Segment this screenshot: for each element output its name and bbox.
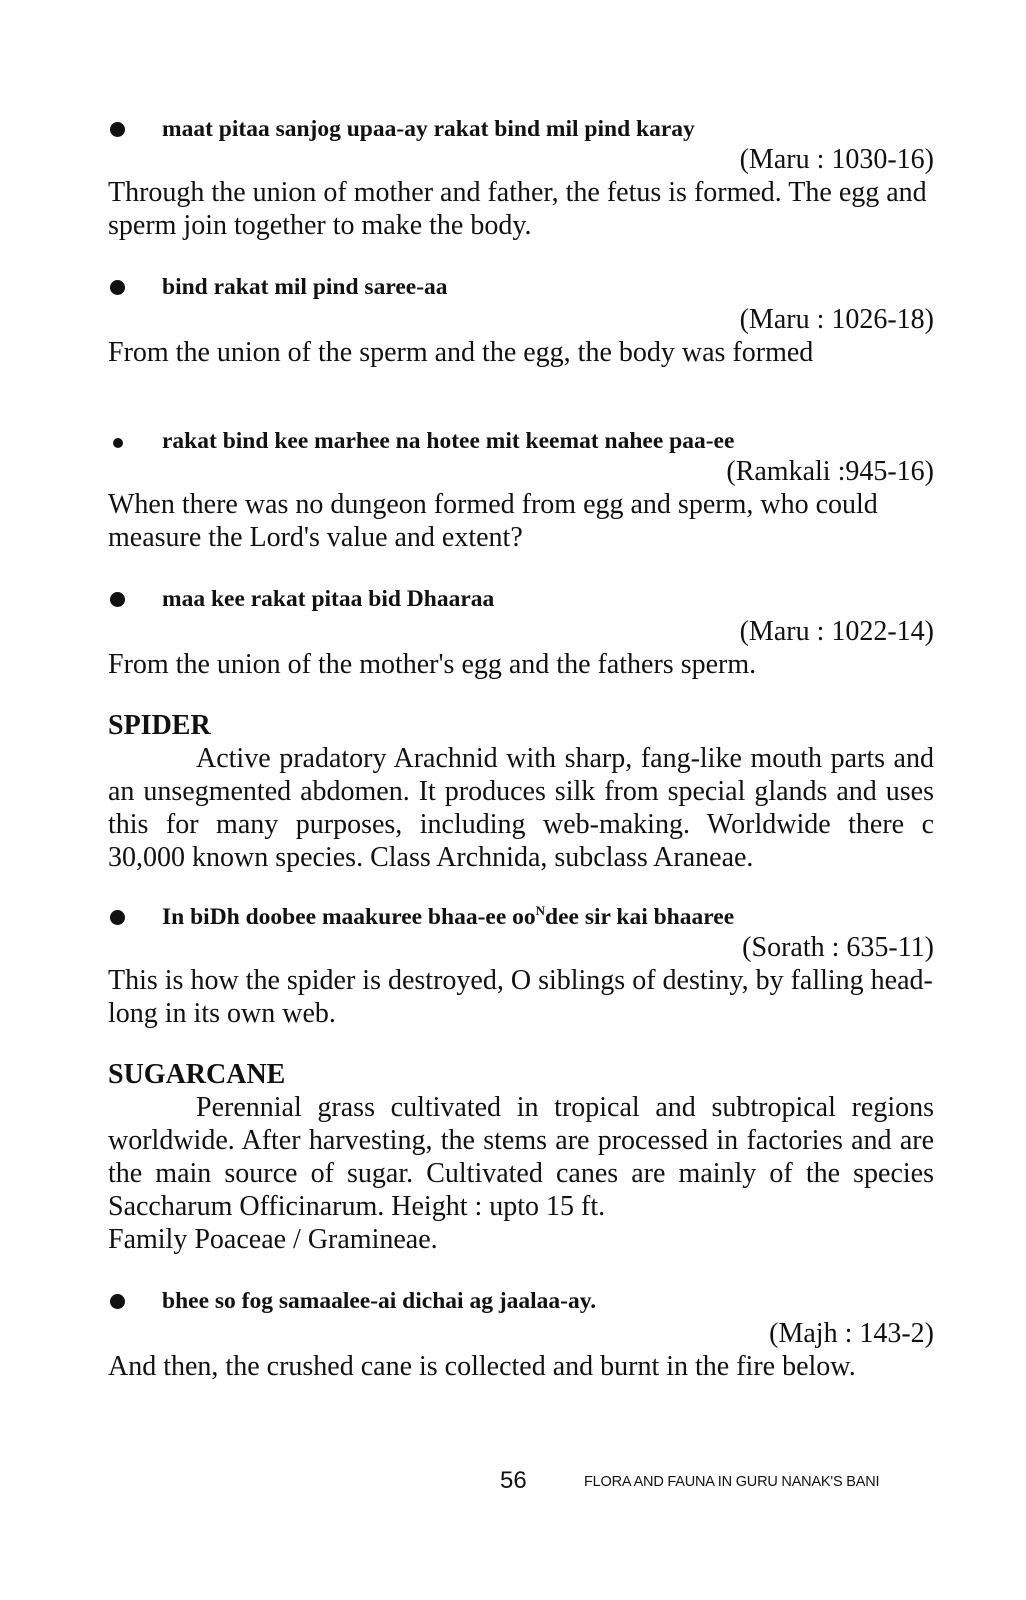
sugarcane-section [108, 1058, 934, 1383]
spider-section [108, 709, 934, 1030]
bullet-icon [110, 1294, 125, 1309]
verse-line [108, 426, 934, 456]
section-heading: SUGARCANE [108, 1059, 286, 1090]
verse-text: maa kee rakat pitaa bid Dhaaraa [162, 586, 495, 612]
verse-reference: (Maru : 1026-18) [739, 304, 934, 335]
verse-line [108, 272, 934, 302]
verse-translation: This is how the spider is destroyed, O siblings of destiny, by falling head-long in its own web. [108, 965, 933, 1029]
page-content [108, 112, 934, 1383]
superscript-mark: N [535, 903, 546, 919]
verse-translation: Through the union of mother and father, the fetus is formed. The egg and sperm join together to make the body. [108, 177, 927, 241]
verse-text: In biDh doobee maakuree bhaa-ee oo [162, 904, 536, 930]
verse-translation: From the union of the sperm and the egg, the body was formed [108, 337, 814, 368]
verse-reference: (Maru : 1022-14) [739, 616, 934, 647]
verse-translation: From the union of the mother's egg and the fathers sperm. [108, 649, 757, 680]
verse-translation: When there was no dungeon formed from egg and sperm, who could measure the Lord's value and extent? [108, 489, 878, 553]
bullet-icon [110, 280, 125, 295]
book-title: FLORA AND FAUNA IN GURU NANAK'S BANI [584, 1474, 880, 1490]
verse-reference: (Maru : 1030-16) [739, 144, 934, 175]
section-description [108, 1091, 934, 1223]
verse-text: bind rakat mil pind saree-aa [162, 274, 448, 300]
family-line: Family Poaceae / Gramineae. [108, 1224, 438, 1255]
bullet-icon [110, 122, 125, 137]
section-description [108, 742, 934, 874]
verse-translation: And then, the crushed cane is collected and burnt in the fire below. [108, 1351, 856, 1382]
verse-reference: (Ramkali :945-16) [726, 456, 934, 487]
verse-line [108, 902, 934, 932]
description-text: Perennial grass cultivated in tropical and subtropical regions worldwide. After harvesting, the stems are processed in factories and are the main source of sugar. Cultivated canes are mainly of the species Saccharum Officinarum. Height : upto 15 ft. [108, 1092, 934, 1222]
verse-text: rakat bind kee marhee na hotee mit keemat nahee paa-ee [162, 428, 735, 454]
verse-entry [108, 114, 934, 242]
description-text: Active pradatory Arachnid with sharp, fang-like mouth parts and an unsegmented abdomen. It produces silk from special glands and uses this for many purposes, including web-making. Worldwide there c 30,000 known species. Class Archnida, subclass Araneae. [108, 743, 934, 873]
verse-text: bhee so fog samaalee-ai dichai ag jaalaa-ay. [162, 1288, 597, 1314]
section-heading: SPIDER [108, 710, 211, 741]
verse-reference: (Majh : 143-2) [769, 1318, 934, 1349]
verse-text: maat pitaa sanjog upaa-ay rakat bind mil pind karay [162, 116, 695, 142]
verse-line [108, 584, 934, 614]
verse-entry [108, 426, 934, 554]
verse-line [108, 114, 934, 144]
page-footer [0, 1467, 1026, 1497]
verse-entry [108, 584, 934, 681]
bullet-icon [110, 910, 125, 925]
verse-reference: (Sorath : 635-11) [742, 932, 934, 963]
page-number: 56 [500, 1467, 527, 1494]
verse-text-continued: dee sir kai bhaaree [545, 904, 735, 930]
bullet-icon [113, 438, 123, 448]
verse-entry [108, 272, 934, 369]
verse-line [108, 1286, 934, 1316]
bullet-icon [110, 592, 125, 607]
